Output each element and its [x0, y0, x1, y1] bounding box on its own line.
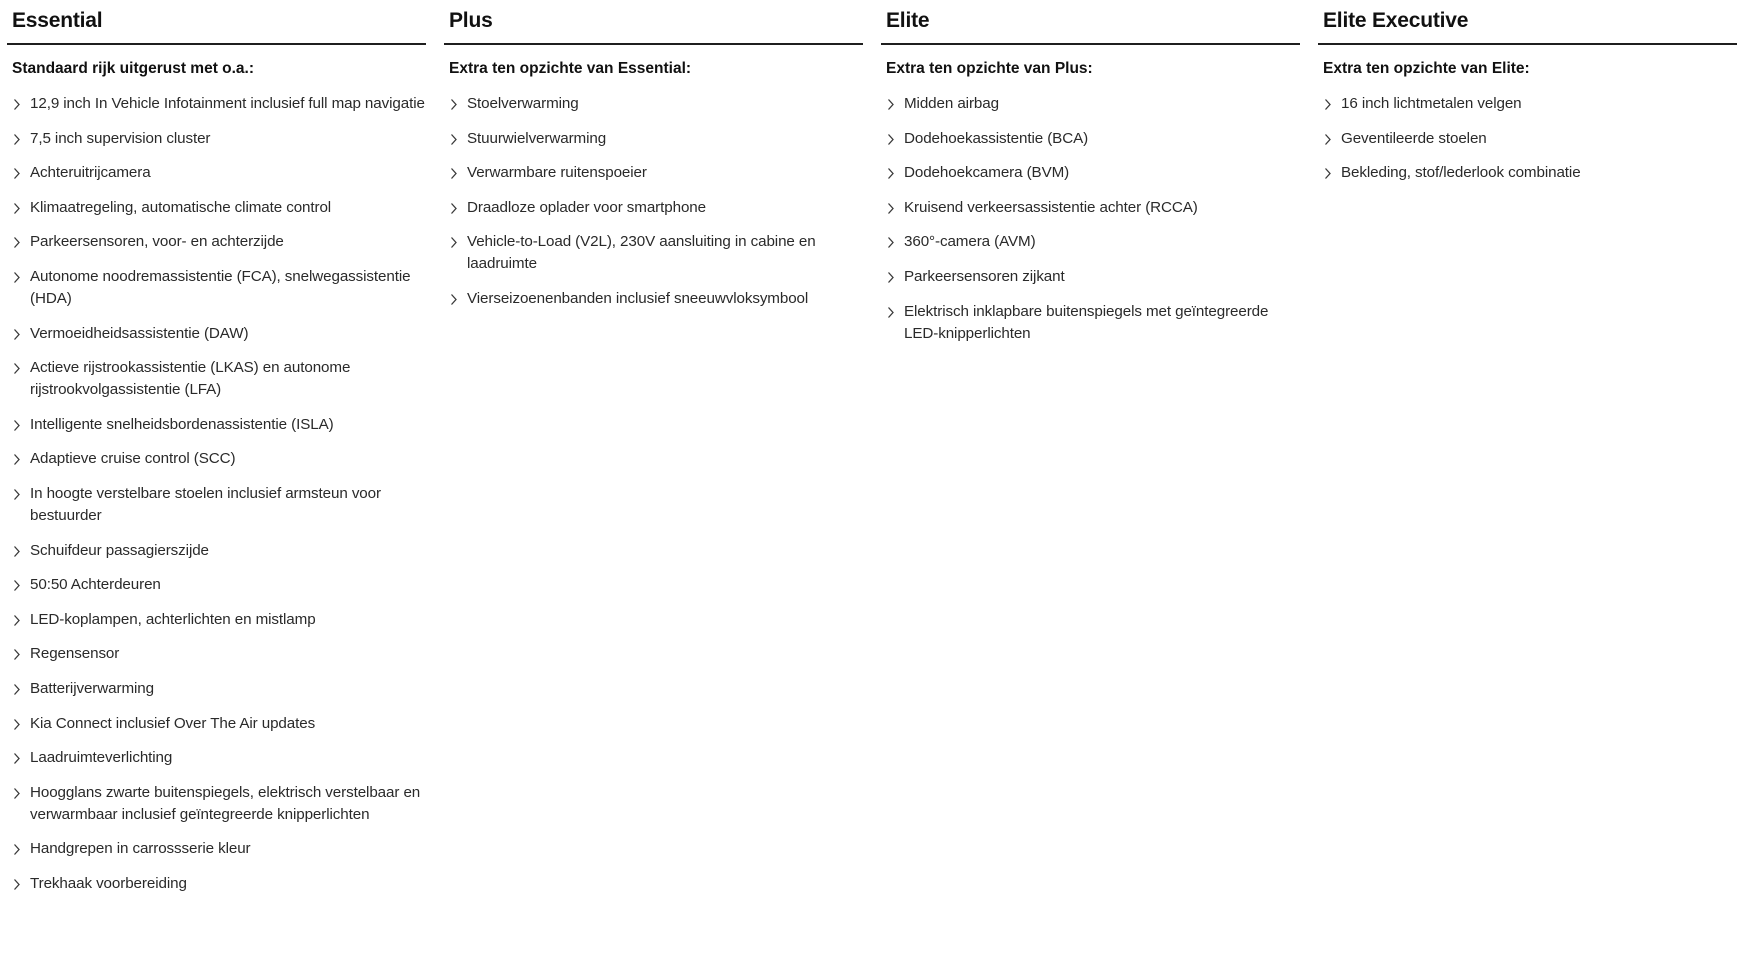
feature-item — [12, 678, 426, 700]
feature-label: Draadloze oplader voor smartphone — [467, 198, 706, 216]
feature-label: Elektrisch inklapbare buitenspiegels met geïntegreerde LED-knipperlichten — [904, 302, 1269, 342]
feature-label: Dodehoekcamera (BVM) — [904, 164, 1070, 182]
column-divider — [444, 43, 863, 45]
chevron-right-icon — [449, 236, 459, 249]
chevron-right-icon — [449, 98, 459, 111]
feature-item — [12, 162, 426, 184]
feature-label: Bekleding, stof/lederlook combinatie — [1341, 164, 1581, 182]
chevron-right-icon — [12, 167, 22, 180]
chevron-right-icon — [12, 98, 22, 111]
chevron-right-icon — [12, 843, 22, 856]
chevron-right-icon — [12, 752, 22, 765]
feature-item — [1323, 162, 1737, 184]
column-elite — [881, 0, 1300, 357]
feature-item — [886, 231, 1300, 253]
feature-label: Kia Connect inclusief Over The Air updates — [30, 714, 316, 732]
column-divider — [1318, 43, 1737, 45]
column-essential — [7, 0, 426, 907]
feature-item — [12, 643, 426, 665]
chevron-right-icon — [12, 579, 22, 592]
feature-item — [12, 357, 426, 401]
feature-label: Hoogglans zwarte buitenspiegels, elektrisch verstelbaar en verwarmbaar inclusief geïntegreerde knipperlichten — [30, 783, 421, 823]
feature-item — [12, 873, 426, 895]
feature-item — [12, 414, 426, 436]
feature-label: Verwarmbare ruitenspoeier — [467, 164, 647, 182]
feature-item — [449, 231, 863, 275]
feature-item — [12, 197, 426, 219]
feature-label: Parkeersensoren, voor- en achterzijde — [30, 233, 284, 251]
feature-label: 7,5 inch supervision cluster — [30, 129, 211, 147]
feature-item — [449, 197, 863, 219]
column-title: Essential — [12, 9, 103, 32]
feature-item — [12, 609, 426, 631]
feature-item — [886, 266, 1300, 288]
feature-label: Stuurwielverwarming — [467, 129, 607, 147]
feature-label: LED-koplampen, achterlichten en mistlamp — [30, 610, 316, 628]
feature-item — [449, 162, 863, 184]
chevron-right-icon — [1323, 133, 1333, 146]
chevron-right-icon — [12, 419, 22, 432]
feature-item — [1323, 128, 1737, 150]
chevron-right-icon — [12, 236, 22, 249]
chevron-right-icon — [886, 133, 896, 146]
column-title: Elite — [886, 9, 930, 32]
feature-item — [449, 93, 863, 115]
feature-item — [12, 713, 426, 735]
feature-list — [881, 93, 1300, 345]
column-subtitle: Extra ten opzichte van Elite: — [1323, 60, 1530, 77]
feature-item — [12, 93, 426, 115]
column-subtitle: Extra ten opzichte van Plus: — [886, 60, 1093, 77]
feature-label: Actieve rijstrookassistentie (LKAS) en autonome rijstrookvolgassistentie (LFA) — [30, 359, 351, 399]
feature-item — [12, 747, 426, 769]
column-divider — [881, 43, 1300, 45]
chevron-right-icon — [886, 236, 896, 249]
chevron-right-icon — [12, 878, 22, 891]
chevron-right-icon — [12, 648, 22, 661]
feature-item — [1323, 93, 1737, 115]
feature-item — [12, 266, 426, 310]
feature-item — [449, 128, 863, 150]
chevron-right-icon — [449, 133, 459, 146]
column-subtitle: Standaard rijk uitgerust met o.a.: — [12, 60, 255, 77]
feature-item — [449, 288, 863, 310]
feature-list — [1318, 93, 1737, 184]
chevron-right-icon — [886, 167, 896, 180]
feature-item — [12, 231, 426, 253]
feature-item — [12, 838, 426, 860]
chevron-right-icon — [12, 614, 22, 627]
feature-label: Laadruimteverlichting — [30, 749, 173, 767]
feature-label: Schuifdeur passagierszijde — [30, 541, 209, 559]
feature-label: Vehicle-to-Load (V2L), 230V aansluiting in cabine en laadruimte — [467, 233, 816, 273]
column-title: Elite Executive — [1323, 9, 1469, 32]
column-title: Plus — [449, 9, 493, 32]
chevron-right-icon — [886, 98, 896, 111]
chevron-right-icon — [12, 362, 22, 375]
feature-item — [886, 197, 1300, 219]
chevron-right-icon — [12, 787, 22, 800]
feature-label: Vermoeidheidsassistentie (DAW) — [30, 324, 249, 342]
feature-label: Trekhaak voorbereiding — [30, 874, 187, 892]
feature-item — [12, 540, 426, 562]
feature-item — [886, 301, 1300, 345]
feature-label: Geventileerde stoelen — [1341, 129, 1487, 147]
chevron-right-icon — [12, 545, 22, 558]
feature-item — [12, 782, 426, 826]
feature-label: Parkeersensoren zijkant — [904, 267, 1065, 285]
feature-item — [12, 448, 426, 470]
feature-label: Handgrepen in carrossserie kleur — [30, 840, 251, 858]
feature-list — [7, 93, 426, 895]
feature-label: Stoelverwarming — [467, 95, 579, 112]
feature-label: 12,9 inch In Vehicle Infotainment inclusief full map navigatie — [30, 95, 425, 112]
feature-label: Dodehoekassistentie (BCA) — [904, 129, 1089, 147]
feature-label: Adaptieve cruise control (SCC) — [30, 450, 236, 468]
feature-label: Achteruitrijcamera — [30, 164, 151, 182]
feature-label: Klimaatregeling, automatische climate control — [30, 198, 332, 216]
chevron-right-icon — [12, 453, 22, 466]
feature-item — [12, 323, 426, 345]
column-subtitle: Extra ten opzichte van Essential: — [449, 60, 692, 77]
feature-label: Autonome noodremassistentie (FCA), snelwegassistentie (HDA) — [30, 267, 411, 307]
chevron-right-icon — [12, 133, 22, 146]
feature-label: Kruisend verkeersassistentie achter (RCCA) — [904, 198, 1198, 216]
feature-label: Vierseizoenenbanden inclusief sneeuwvloksymbool — [467, 289, 809, 307]
chevron-right-icon — [12, 328, 22, 341]
feature-label: In hoogte verstelbare stoelen inclusief armsteun voor bestuurder — [30, 484, 381, 524]
chevron-right-icon — [449, 167, 459, 180]
column-divider — [7, 43, 426, 45]
feature-label: 16 inch lichtmetalen velgen — [1341, 95, 1522, 112]
chevron-right-icon — [1323, 98, 1333, 111]
column-plus — [444, 0, 863, 323]
chevron-right-icon — [449, 293, 459, 306]
chevron-right-icon — [12, 271, 22, 284]
chevron-right-icon — [886, 202, 896, 215]
feature-label: Midden airbag — [904, 95, 999, 112]
feature-label: Regensensor — [30, 645, 120, 663]
chevron-right-icon — [1323, 167, 1333, 180]
chevron-right-icon — [12, 683, 22, 696]
feature-list — [444, 93, 863, 310]
feature-label: Batterijverwarming — [30, 679, 154, 697]
feature-item — [886, 128, 1300, 150]
feature-item — [886, 93, 1300, 115]
feature-item — [12, 574, 426, 596]
chevron-right-icon — [886, 271, 896, 284]
chevron-right-icon — [12, 488, 22, 501]
chevron-right-icon — [449, 202, 459, 215]
chevron-right-icon — [12, 202, 22, 215]
feature-item — [12, 128, 426, 150]
feature-label: Intelligente snelheidsbordenassistentie (ISLA) — [30, 415, 334, 433]
feature-item — [886, 162, 1300, 184]
feature-label: 50:50 Achterdeuren — [30, 576, 161, 594]
chevron-right-icon — [12, 718, 22, 731]
feature-label: 360°-camera (AVM) — [904, 233, 1036, 251]
column-elite-executive — [1318, 0, 1737, 197]
chevron-right-icon — [886, 306, 896, 319]
feature-item — [12, 483, 426, 527]
